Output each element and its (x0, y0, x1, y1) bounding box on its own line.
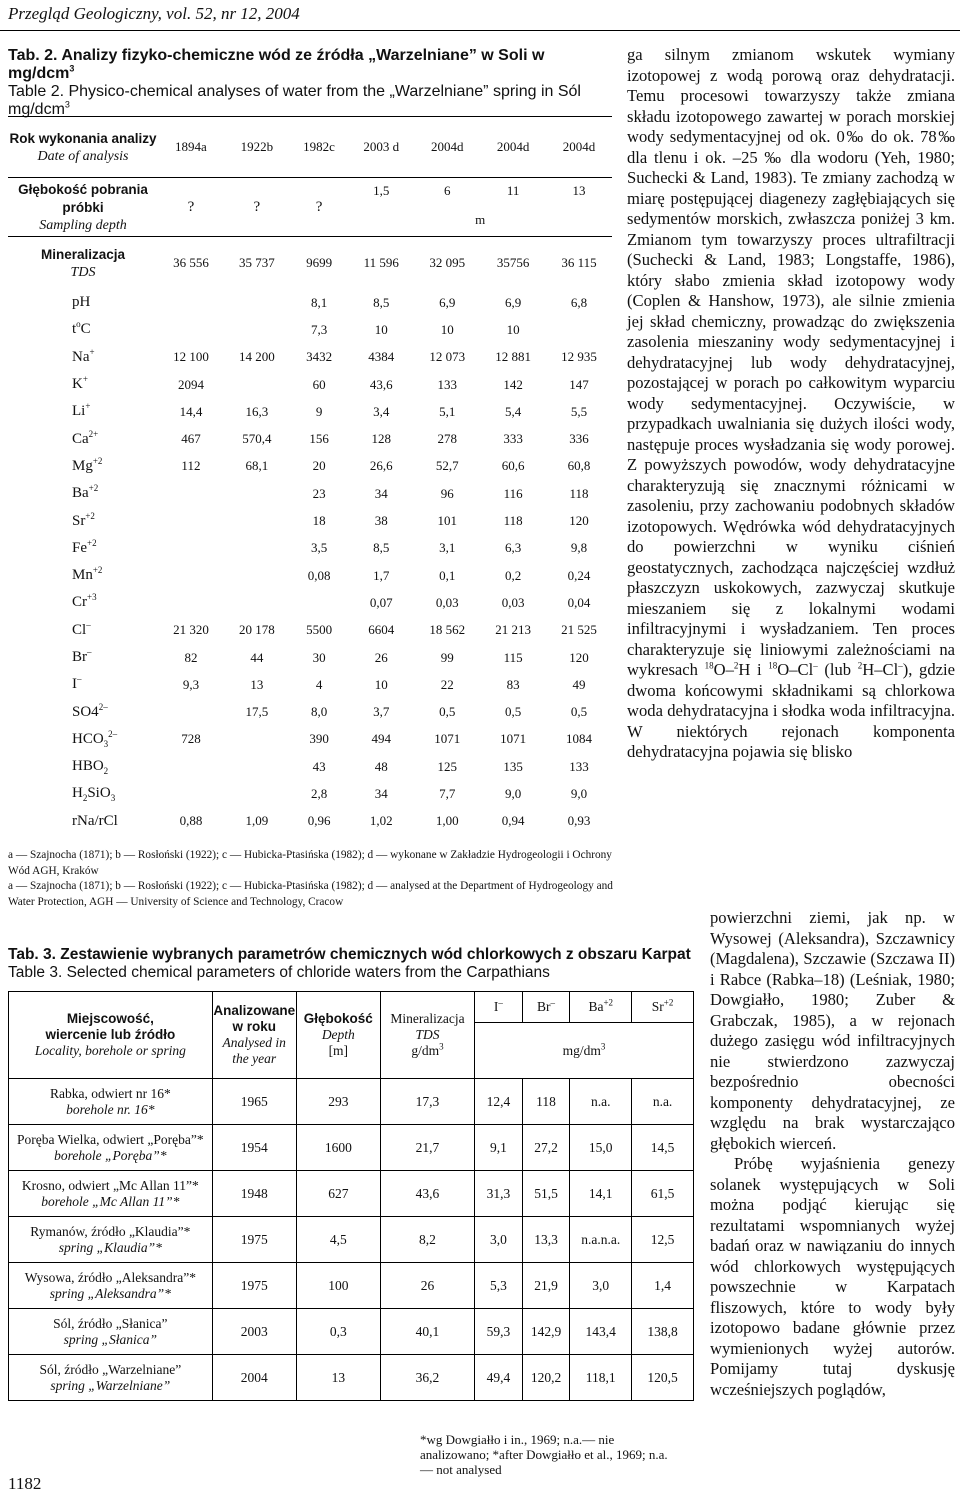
table3-row (9, 1079, 694, 1125)
cell-sr: 1,4 (632, 1263, 694, 1309)
cell-br: 142,9 (522, 1309, 570, 1355)
locality-cell: Poręba Wielka, odwiert „Poręba”* borehole „Poręba”* (9, 1125, 213, 1171)
cell-depth: 4,5 (296, 1217, 380, 1263)
row-value: 26,6 (369, 458, 393, 474)
cell-i: 12,4 (475, 1079, 523, 1125)
cell-br: 27,2 (522, 1125, 570, 1171)
row-value: 3,4 (373, 403, 390, 419)
row-value: 49 (572, 676, 586, 692)
locality-cell: Rabka, odwiert nr 16* borehole nr. 16* (9, 1079, 213, 1125)
row-value: 336 (569, 431, 589, 447)
table2-caption-pl: Tab. 2. Analizy fizyko-chemiczne wód ze źródła „Warzelniane” w Soli w mg/dcm (8, 47, 545, 82)
locality-cell: Rymanów, źródło „Klaudia”* spring „Klaudia”* (9, 1217, 213, 1263)
row-value: 128 (371, 431, 392, 447)
row-value: 14,4 (179, 403, 203, 419)
table2-row (8, 344, 612, 371)
table3-row (9, 1171, 694, 1217)
cell-depth: 0,3 (296, 1309, 380, 1355)
row-value: 101 (437, 513, 457, 529)
row-value: 3432 (306, 349, 333, 365)
t3-head-i: I– (475, 992, 523, 1023)
row-label: $Fe^{+2}$ (72, 537, 97, 556)
row-value: 10 (440, 321, 454, 337)
paragraph-2: Próbę wyjaśnienia genezy solanek występujących w Soli można podjąć kierując się rezultatami wspomnianych wyżej badań oraz w nawiązaniu do innych wód chlorkowych występujących powszechnie w Karpatach fliszowych, które to wody były izotopowo badane głównie przez wymienionych wyżej autorów. Pomijamy tutaj dyskusję wcześniejszych poglądów, (710, 1154, 955, 1399)
locality-cell: Krosno, odwiert „Mc Allan 11”* borehole „Mc Allan 11”* (9, 1171, 213, 1217)
cell-year: 1975 (212, 1263, 296, 1309)
table3-caption-en: Table 3. Selected chemical parameters of chloride waters from the Carpathians (8, 964, 550, 981)
row-value: 9 (315, 403, 323, 419)
row-value: 5500 (306, 622, 333, 638)
row-label: $HBO_2$ (72, 758, 109, 777)
row-value: 1,00 (435, 813, 459, 829)
row-value: 6,9 (504, 294, 522, 310)
row-value: 8,5 (373, 540, 390, 556)
row-value: 570,4 (242, 431, 272, 447)
row-value: 0,03 (501, 594, 525, 610)
row-value: 0,93 (567, 813, 591, 829)
row-value (158, 698, 224, 725)
row-value: 333 (503, 431, 523, 447)
row-value: 7,7 (439, 785, 456, 801)
table2-row (8, 753, 612, 780)
row-value: 4384 (368, 349, 395, 365)
table3-caption-pl: Tab. 3. Zestawienie wybranych parametrów chemicznych wód chlorkowych z obszaru Karpat (8, 946, 691, 963)
paragraph-1: ga silnym zmianom wskutek wymiany izotopowej z wodą porową oraz dehydratacji. Temu procesowi towarzyszy także zmiana składu izotopowego zawartej w porach morskiej wody sedymentacyjnej od ok. 0‰ do ok. 78‰ dla tlenu i ok. –25 ‰ dla wodoru (Yeh, 1980; Suchecki & Land, 1983). Te zmiany zachodzą w miarę postępującej diagenezy zagłębiających się sedymentów morskich, zwłaszcza poniżej 3 km. Zmianom tym towarzyszy proces ultrafiltracji (Suchecki & Land, 1983; Longstaffe, 1986), który słabo zmienia skład izotopowy wody (Coplen & Hanshow, 1973), ale silnie zmienia jej skład chemiczny, prowadząc do zwiększenia zasolenia mieszaniny wody sedymentacyjnej i dehydratacyjnej lub wody dehydratacyjnej, pozostającej w porach po całkowitym wyparciu wody sedymentacyjnej. Oczywiście, w przypadkach uwalniania się dużych ilości wody, następuje proces wysładzania się wody porowej. Z powyższych powodów, wody dehydratacyjne charakteryzują się znacznymi różnicami w zasoleniu, przy zachowaniu podobnych składów izotopowych. Wędrówka wód dehydratacyjnych do powierzchni w wyniku ciśnień geostatycznych, zachodząca najczęściej wzdłuż płaszczyzn uskokowych, zazwyczaj skutkuje mieszaniem się z lokalnymi wodami infiltracyjnymi i wysładzaniem. Ten proces charakteryzuje się liniowymi zależnościami na wykresach (627, 45, 955, 679)
col-2004d-3: 2004d (546, 117, 612, 178)
row-label: $HCO_3^{2-}$ (72, 728, 118, 749)
footnote-en: a — Szajnocha (1871); b — Rosłoński (1922); c — Hubicka-Ptasińska (1982); d — analysed at the Department of Hydrogeology and Water Protection, AGH — University of Science and Technology, Cracow (8, 880, 613, 908)
cell-tds: 21,7 (380, 1125, 474, 1171)
table2: Rok wykonania analizy Date of analysis 1894a 1922b 1982c 2003 d 2004d 2004d 2004d Głębokość pobrania próbki Sampling depth ? ? ? 1,5 6 11 13 m Mineralizacja TDS 36 556 35 737 9699 11 596 32 095 35756 36 115 pH 8,1 8,5 6,9 6,9 6,8 $t^oC$ 7,3 10 10 10 Na+ 12 100 14 200 3432 4384 12 073 12 881 12 935 K+ 2094 60 43,6 133 142 147 Li+ 14,4 16,3 9 3,4 5,1 5,4 5,5 $Ca^{2+}$ 467 570,4 156 128 278 333 336 $Mg^{+2}$ 112 68,1 20 26,6 52,7 60,6 60,8 $Ba^{+2}$ 23 34 96 116 118 $Sr^{+2}$ 18 38 101 118 120 $Fe^{+2}$ 3,5 8,5 3,1 6,3 9,8 $Mn^{+2}$ 0,08 1,7 0,1 0,2 0,24 $Cr^{+3}$ 0,07 0,03 0,03 0,04 Cl– 21 320 20 178 5500 6604 18 562 21 213 21 525 Br– 82 44 30 26 99 115 120 I– 9,3 13 4 10 22 83 49 $SO4^{2-}$ 17,5 8,0 3,7 0,5 0,5 0,5 $HCO_3^{2-}$ 728 390 494 1071 1071 1084 $HBO_2$ 43 48 125 135 133 $H_2SiO_3$ 2,8 34 7,7 9,0 9,0 rNa/rCl 0,88 1,09 0,96 1,02 1,00 0,94 0,93 (8, 116, 612, 835)
journal-header: Przegląd Geologiczny, vol. 52, nr 12, 2004 (8, 4, 300, 23)
locality-cell: Wysowa, źródło „Aleksandra”* spring „Aleksandra”* (9, 1263, 213, 1309)
cell-tds: 26 (380, 1263, 474, 1309)
row-value: 82 (184, 649, 198, 665)
table2-row (8, 726, 612, 753)
table2-row (8, 425, 612, 452)
cell-year: 1954 (212, 1125, 296, 1171)
row-value: 60,6 (501, 458, 525, 474)
table3-caption (8, 946, 708, 982)
row-value: 6604 (368, 622, 395, 638)
cell-tds: 8,2 (380, 1217, 474, 1263)
cell-depth: 100 (296, 1263, 380, 1309)
row-value (224, 589, 290, 616)
table2-footnote (8, 848, 614, 910)
row-value: 44 (250, 649, 264, 665)
cell-depth: 293 (296, 1079, 380, 1125)
row-value: 5,1 (439, 403, 456, 419)
date-label: Rok wykonania analizy Date of analysis (8, 117, 158, 178)
row-value: 278 (437, 431, 457, 447)
table2-row (8, 289, 612, 316)
cell-ba: 15,0 (570, 1125, 632, 1171)
cell-br: 51,5 (522, 1171, 570, 1217)
row-value: 23 (312, 485, 326, 501)
cell-year: 1965 (212, 1079, 296, 1125)
row-value: 142 (503, 376, 523, 392)
row-label: $Ca^{2+}$ (72, 428, 99, 447)
cell-i: 59,3 (475, 1309, 523, 1355)
row-value: 96 (440, 485, 454, 501)
row-value: 9,0 (570, 785, 588, 801)
row-value: 83 (506, 676, 520, 692)
header-rule (0, 30, 960, 31)
row-value: 21 525 (561, 622, 597, 638)
cell-i: 49,4 (475, 1355, 523, 1401)
paragraph-1-end: gdzie dwoma końcowymi składnikami są chlorkowa woda dehydratacyjna i słodka woda infiltracyjna. W niektórych rejonach komponenta dehydratacyjna pojawia się blisko (627, 660, 955, 761)
page-number: 1182 (8, 1474, 42, 1493)
row-label: pH (72, 294, 91, 311)
row-label: $t^oC$ (72, 319, 91, 338)
cell-ba: n.a.n.a. (570, 1217, 632, 1263)
t3-head-year: Analizowane w roku Analysed in the year (212, 992, 296, 1079)
row-value: 1071 (500, 731, 527, 747)
row-value: 99 (440, 649, 454, 665)
cell-sr: n.a. (632, 1079, 694, 1125)
table3-row (9, 1125, 694, 1171)
table2-row (8, 671, 612, 698)
t3-head-br: Br– (522, 992, 570, 1023)
row-value (224, 480, 290, 507)
row-label: $Mn^{+2}$ (72, 565, 103, 584)
row-value: 18 562 (429, 622, 466, 638)
row-value: 494 (371, 731, 392, 747)
row-value: 6,9 (439, 294, 456, 310)
row-value: 120 (569, 649, 589, 665)
t3-head-tds: Mineralizacja TDS $g/dm^3$ (380, 992, 474, 1079)
col-2004d-2: 2004d (480, 117, 546, 178)
row-value: 34 (374, 485, 388, 501)
row-value: 133 (569, 758, 589, 774)
table2-caption: Tab. 2. Analizy fizyko-chemiczne wód ze źródła „Warzelniane” w Soli w mg/dcm$^3$ Table 2. Physico-chemical analyses of water from the „Warzelniane” spring in Sól mg/dcm$^3$ (8, 47, 581, 118)
row-value: 38 (374, 513, 388, 529)
row-value: 17,5 (245, 704, 269, 720)
row-value: 5,5 (570, 403, 588, 419)
cell-br: 13,3 (522, 1217, 570, 1263)
cell-year: 1975 (212, 1217, 296, 1263)
row-value (290, 589, 349, 616)
cell-year: 2004 (212, 1355, 296, 1401)
row-value: 118 (503, 513, 523, 529)
row-value (158, 753, 224, 780)
table2-row (8, 589, 612, 616)
row-label: Li+ (72, 401, 91, 420)
locality-cell: Sól, źródło „Warzelniane” spring „Warzelniane” (9, 1355, 213, 1401)
table2-row (8, 535, 612, 562)
table2-row (8, 398, 612, 425)
row-value (224, 562, 290, 589)
row-value (224, 371, 290, 398)
cell-year: 2003 (212, 1309, 296, 1355)
row-value: 26 (374, 649, 388, 665)
row-value: 0,2 (504, 567, 522, 583)
row-value: 0,96 (307, 813, 331, 829)
row-value: 2094 (177, 376, 204, 392)
row-value: 43 (312, 758, 326, 774)
row-value (224, 780, 290, 807)
table2-row (8, 316, 612, 343)
row-value: 9,0 (504, 785, 522, 801)
t3-head-locality: Miejscowość, wiercenie lub źródło Locality, borehole or spring (9, 992, 213, 1079)
cell-ba: 3,0 (570, 1263, 632, 1309)
row-value: 125 (437, 758, 457, 774)
row-label: I– (72, 674, 82, 693)
row-label: Na+ (72, 346, 95, 365)
row-value: 4 (315, 676, 323, 692)
row-value: 48 (374, 758, 388, 774)
row-value: 1071 (434, 731, 461, 747)
row-value: 52,7 (435, 458, 459, 474)
row-label: K+ (72, 374, 88, 393)
row-value: 3,1 (439, 540, 456, 556)
body-text-wide: ga silnym zmianom wskutek wymiany izotopowej z wodą porową oraz dehydratacji. Temu procesowi towarzyszy także zmiana składu izotopowego zawartej w porach morskiej wody sedymentacyjnej od ok. 0‰ do ok. 78‰ dla tlenu i ok. –25 ‰ dla wodoru (Yeh, 1980; Suchecki & Land, 1983). Te zmiany zachodzą w miarę postępującej diagenezy zagłębiających się sedymentów morskich, zwłaszcza poniżej 3 km. Zmianom tym towarzyszy proces ultrafiltracji (Suchecki & Land, 1983; Longstaffe, 1986), który słabo zmienia skład izotopowy wody (Coplen & Hanshow, 1973), ale silnie zmienia jej skład chemiczny, prowadząc do zwiększenia zasolenia mieszaniny wody sedymentacyjnej i dehydratacyjnej lub wody dehydratacyjnej, pozostającej w porach po całkowitym wyparciu wody sedymentacyjnej. Oczywiście, w przypadkach uwalniania się dużych ilości wody, następuje proces wysładzania się wody porowej. Z powyższych powodów, wody dehydratacyjne charakteryzują się znacznymi różnicami w zasoleniu, przy zachowaniu podobnych składów izotopowych. Wędrówka wód dehydratacyjnych do powierzchni w wyniku ciśnień geostatycznych, zachodząca najczęściej wzdłuż płaszczyzn uskokowych, zazwyczaj skutkuje mieszaniem się z lokalnymi wodami infiltracyjnymi i wysładzaniem. Ten proces charakteryzuje się liniowymi zależnościami na wykresach $^{18}$O–$^2$H i $^{18}$O–Cl– (lub $^2$H–Cl–), gdzie dwoma końcowymi składnikami są chlorkowa woda dehydratacyjna i słodka woda infiltracyjna. W niektórych rejonach komponenta dehydratacyjna pojawia się blisko (627, 45, 955, 761)
depth-unit: m (475, 212, 486, 228)
row-value: 118 (569, 485, 589, 501)
row-value: 116 (503, 485, 523, 501)
t3-head-unit: $mg/dm^3$ (475, 1023, 694, 1079)
depth-label: Głębokość pobrania próbki Sampling depth (8, 178, 158, 237)
row-value: 9,8 (570, 540, 588, 556)
row-value: 13 (250, 676, 264, 692)
row-value: 8,1 (310, 294, 328, 310)
row-value: 2,8 (310, 785, 328, 801)
row-value: 0,5 (504, 704, 522, 720)
table3-note: *wg Dowgiałło i in., 1969; n.a.— nie analizowano; *after Dowgiałło et al., 1969; n.a.— not analysed (420, 1432, 668, 1477)
table2-row (8, 453, 612, 480)
row-label: rNa/rCl (72, 812, 118, 829)
row-value: 34 (374, 785, 388, 801)
table2-row (8, 808, 612, 835)
table2-caption-en: Table 2. Physico-chemical analyses of water from the „Warzelniane” spring in Sól mg/dcm (8, 83, 581, 118)
col-2004d-1: 2004d (414, 117, 480, 178)
table3-row (9, 1217, 694, 1263)
row-label: $Cr^{+3}$ (72, 592, 97, 611)
row-value (224, 289, 290, 316)
t3-head-ba: $Ba^{+2}$ (570, 992, 632, 1023)
footnote-pl: a — Szajnocha (1871); b — Rosłoński (1922); c — Hubicka-Ptasińska (1982); d — wykonane w Zakładzie Hydrogeologii i Ochrony Wód AGH, Kraków (8, 849, 612, 877)
row-label: $Mg^{+2}$ (72, 455, 103, 474)
row-label: $Ba^{+2}$ (72, 483, 99, 502)
cell-br: 120,2 (522, 1355, 570, 1401)
row-value: 120 (569, 513, 589, 529)
row-value: 728 (181, 731, 201, 747)
row-value: 133 (437, 376, 457, 392)
row-value: 8,0 (310, 704, 328, 720)
row-value: 30 (312, 649, 326, 665)
row-value: 6,8 (570, 294, 588, 310)
row-value: 20 178 (238, 622, 275, 638)
row-value (158, 780, 224, 807)
row-value: 0,24 (567, 567, 591, 583)
cell-sr: 12,5 (632, 1217, 694, 1263)
row-value: 115 (503, 649, 523, 665)
col-1982c: 1982c (290, 117, 349, 178)
row-value: 467 (181, 431, 201, 447)
row-value: 7,3 (310, 321, 328, 337)
table2-row (8, 562, 612, 589)
cell-tds: 36,2 (380, 1355, 474, 1401)
tds-label: Mineralizacja TDS (8, 237, 158, 290)
row-value: 22 (440, 676, 454, 692)
table2-row (8, 617, 612, 644)
row-value: 0,07 (369, 594, 393, 610)
row-value: 112 (181, 458, 201, 474)
cell-i: 5,3 (475, 1263, 523, 1309)
row-value: 3,5 (310, 540, 328, 556)
row-value: 8,5 (373, 294, 390, 310)
row-value: 1,7 (373, 567, 390, 583)
row-value: 21 213 (495, 622, 531, 638)
row-value (224, 535, 290, 562)
row-value (158, 289, 224, 316)
cell-year: 1948 (212, 1171, 296, 1217)
cell-br: 118 (522, 1079, 570, 1125)
row-value: 60,8 (567, 458, 591, 474)
row-value (158, 562, 224, 589)
cell-tds: 40,1 (380, 1309, 474, 1355)
row-value: 0,94 (501, 813, 525, 829)
row-label: Br– (72, 647, 92, 665)
row-value (546, 316, 612, 343)
row-value: 3,7 (373, 704, 390, 720)
cell-br: 21,9 (522, 1263, 570, 1309)
row-value (158, 507, 224, 534)
cell-sr: 120,5 (632, 1355, 694, 1401)
row-value: 0,5 (439, 704, 456, 720)
row-value (158, 535, 224, 562)
cell-depth: 13 (296, 1355, 380, 1401)
row-value: 1084 (566, 731, 593, 747)
table3 (8, 991, 694, 1401)
row-value: 18 (312, 513, 326, 529)
cell-ba: 14,1 (570, 1171, 632, 1217)
cell-i: 3,0 (475, 1217, 523, 1263)
table2-row (8, 698, 612, 725)
row-value: 156 (309, 431, 329, 447)
row-label: Cl– (72, 619, 91, 638)
row-value: 6,3 (504, 540, 522, 556)
row-value (224, 507, 290, 534)
row-value: 0,04 (567, 594, 591, 610)
cell-ba: n.a. (570, 1079, 632, 1125)
cell-depth: 1600 (296, 1125, 380, 1171)
table3-row (9, 1263, 694, 1309)
cell-ba: 143,4 (570, 1309, 632, 1355)
row-value (224, 726, 290, 753)
body-text-narrow (710, 908, 955, 1400)
row-value: 12 073 (429, 349, 466, 365)
cell-tds: 43,6 (380, 1171, 474, 1217)
table2-row (8, 371, 612, 398)
row-value (224, 753, 290, 780)
row-value: 12 100 (173, 349, 209, 365)
table2-row (8, 507, 612, 534)
table3-row (9, 1309, 694, 1355)
row-value: 12 881 (495, 349, 531, 365)
cell-sr: 61,5 (632, 1171, 694, 1217)
row-value: 16,3 (245, 403, 269, 419)
cell-i: 31,3 (475, 1171, 523, 1217)
row-value: 10 (374, 321, 388, 337)
col-2003d: 2003 d (348, 117, 414, 178)
row-value: 0,5 (570, 704, 588, 720)
row-value (158, 589, 224, 616)
row-value: 0,08 (307, 567, 331, 583)
row-value (158, 480, 224, 507)
row-value: 12 935 (561, 349, 597, 365)
row-value: 9,3 (182, 676, 200, 692)
cell-tds: 17,3 (380, 1079, 474, 1125)
row-value: 10 (506, 321, 520, 337)
row-value: 1,09 (245, 813, 269, 829)
row-value: 21 320 (173, 622, 209, 638)
row-value (158, 316, 224, 343)
row-label: $Sr^{+2}$ (72, 510, 95, 529)
col-1894a: 1894a (158, 117, 224, 178)
table2-row (8, 480, 612, 507)
row-value: 135 (503, 758, 523, 774)
row-value: 0,03 (435, 594, 459, 610)
cell-sr: 138,8 (632, 1309, 694, 1355)
col-1922b: 1922b (224, 117, 290, 178)
table2-row (8, 644, 612, 671)
table3-row (9, 1355, 694, 1401)
row-value: 5,4 (504, 403, 522, 419)
row-value: 390 (309, 731, 329, 747)
row-label: $H_2SiO_3$ (72, 785, 116, 804)
row-value: 0,88 (179, 813, 203, 829)
cell-i: 9,1 (475, 1125, 523, 1171)
row-value: 1,02 (369, 813, 393, 829)
row-value: 10 (374, 676, 388, 692)
row-value: 60 (312, 376, 326, 392)
row-value: 0,1 (439, 567, 456, 583)
t3-head-depth: Głębokość Depth [m] (296, 992, 380, 1079)
paragraph-1-continued: powierzchni ziemi, jak np. w Wysowej (Aleksandra), Szczawnicy (Magdalena), Szczawie (Szczawa II) i Rabce (Rabka–18) (Leśniak, 1980; Dowgiałło, 1980; Zuber & Grabczak, 1985), a w rejonach dużego zasięgu wód infiltracyjnych nie stwierdzono zazwyczaj bezpośrednio obecności komponenty dehydratacyjnej, ze względu na brak wystarczająco głębokich wierceń. (710, 908, 955, 1153)
row-value: 68,1 (245, 458, 269, 474)
cell-ba: 118,1 (570, 1355, 632, 1401)
row-label: $SO4^{2-}$ (72, 701, 108, 720)
locality-cell: Sól, źródło „Słanica” spring „Słanica” (9, 1309, 213, 1355)
cell-depth: 627 (296, 1171, 380, 1217)
table2-row (8, 780, 612, 807)
row-value: 20 (312, 458, 326, 474)
row-value: 147 (569, 376, 589, 392)
row-value: 43,6 (369, 376, 393, 392)
t3-head-sr: $Sr^{+2}$ (632, 992, 694, 1023)
cell-sr: 14,5 (632, 1125, 694, 1171)
row-value (224, 316, 290, 343)
row-value: 14 200 (238, 349, 275, 365)
